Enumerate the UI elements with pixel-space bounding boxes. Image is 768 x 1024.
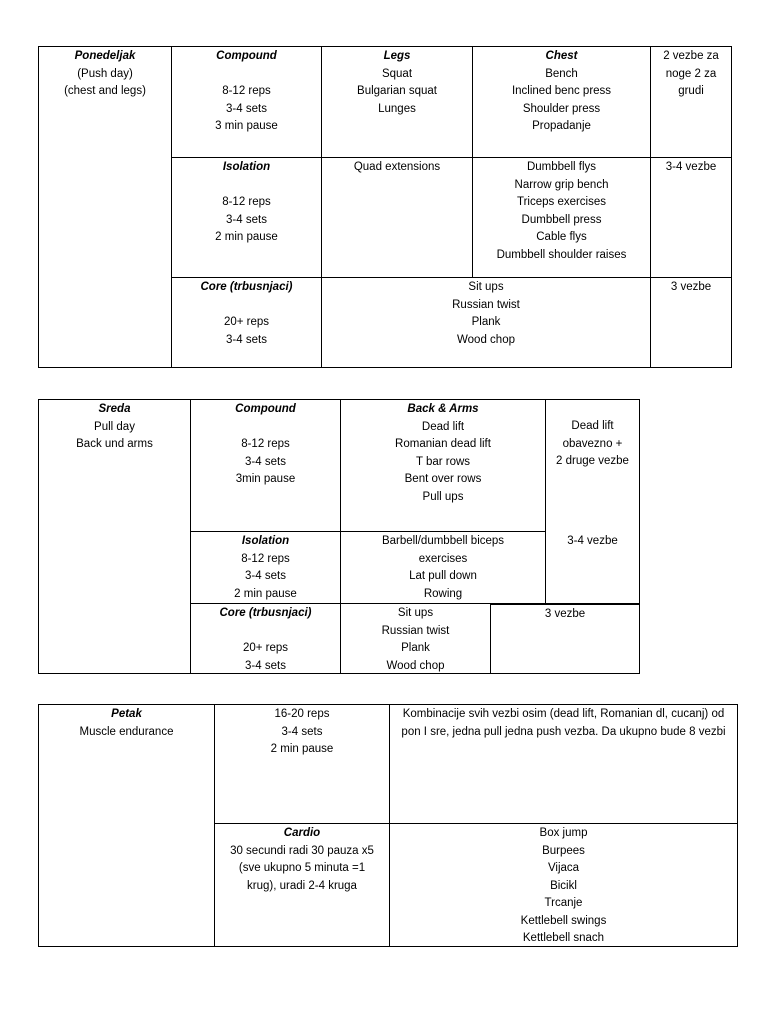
section-title: Cardio <box>283 827 321 839</box>
text-line: (chest and legs) <box>64 85 146 97</box>
description-text: Kombinacije svih vezbi osim (dead lift, Romanian dl, cucanj) od pon I sre, jedna pull jedna push vezba. Da ukupno bude 8 vezbi <box>401 708 726 738</box>
exercise-list <box>325 66 469 119</box>
section-title: Isolation <box>241 535 290 547</box>
text-line: Dead lift <box>421 420 465 433</box>
day-subtitle <box>42 724 211 742</box>
text-line: Bulgarian squat <box>357 85 437 97</box>
text-line: Kettlebell snach <box>522 932 605 944</box>
day-name: Petak <box>111 708 142 720</box>
text-line: Dead lift <box>571 420 614 432</box>
section-params <box>175 297 318 350</box>
text-line: 3-4 sets <box>245 455 286 468</box>
section-title: Compound <box>235 403 296 415</box>
text-line: Rowing <box>423 587 463 600</box>
day-subtitle <box>42 419 187 454</box>
wednesday-day-cell <box>39 400 191 674</box>
text-line <box>194 419 337 437</box>
exercise-list <box>344 533 542 603</box>
text-line: Burpees <box>542 844 585 857</box>
text-line: 8-12 reps <box>222 85 271 97</box>
text-line: Russian twist <box>381 624 450 637</box>
text-line: Lunges <box>378 102 416 115</box>
text-line <box>175 297 318 315</box>
section-params <box>194 419 337 489</box>
friday-day-cell <box>39 705 215 947</box>
monday-isolation-legs <box>322 158 473 278</box>
text-line: Sit ups <box>397 607 434 619</box>
section-title: Legs <box>383 50 411 62</box>
text-line: exercises <box>418 552 468 565</box>
text-line: Russian twist <box>452 298 520 311</box>
text-line: Wood chop <box>386 659 445 672</box>
text-line: 30 secundi radi 30 pauza x5 <box>230 844 374 857</box>
text-line: Pull ups <box>422 490 464 503</box>
text-line: Propadanje <box>532 120 591 132</box>
text-line: Dumbbell shoulder raises <box>496 248 627 261</box>
text-line: obavezno + <box>562 437 623 450</box>
text-line: (sve ukupno 5 minuta =1 <box>238 862 366 874</box>
section-params <box>218 706 386 759</box>
wednesday-isolation-cell <box>191 532 341 604</box>
monday-day-cell <box>39 47 172 368</box>
exercise-list <box>325 159 469 177</box>
text-line: Barbell/dumbbell biceps <box>381 535 505 547</box>
text-line: 20+ reps <box>223 316 270 328</box>
text-line: Plank <box>471 316 501 328</box>
section-params <box>175 177 318 247</box>
text-line: Bent over rows <box>404 473 482 485</box>
text-line: 2 vezbe za <box>663 50 719 62</box>
text-line <box>175 66 318 84</box>
text-line: Kettlebell swings <box>520 914 607 927</box>
text-line: Lat pull down <box>409 570 477 582</box>
monday-isolation-chest <box>473 158 651 278</box>
friday-cardio-exercises <box>390 824 738 947</box>
text-line: 8-12 reps <box>241 552 290 565</box>
text-line: Box jump <box>539 827 588 839</box>
friday-reps-cell <box>215 705 390 824</box>
note-text <box>654 159 728 177</box>
text-line: Sit ups <box>468 281 504 293</box>
day-subtitle <box>42 66 168 101</box>
text-line: 2 min pause <box>270 743 334 755</box>
wednesday-back-arms-cell <box>341 400 546 532</box>
text-line: Trcanje <box>544 897 583 909</box>
section-params <box>175 66 318 136</box>
text-line: Pull day <box>94 420 135 433</box>
monday-core-exercises <box>322 278 651 368</box>
text-line: grudi <box>678 85 704 97</box>
text-line: 2 min pause <box>215 231 278 243</box>
exercise-list <box>344 419 542 507</box>
text-line: 3-4 vezbe <box>567 535 618 547</box>
text-line: 2 min pause <box>234 587 297 600</box>
text-line: Shoulder press <box>522 102 601 115</box>
text-line: krug), uradi 2-4 kruga <box>247 879 357 892</box>
text-line: 3-4 sets <box>281 725 323 738</box>
text-line: 16-20 reps <box>274 708 330 720</box>
section-title: Core (trbusnjaci) <box>200 281 293 293</box>
text-line: 3 vezbe <box>544 608 586 620</box>
text-line: Muscle endurance <box>79 725 174 738</box>
monday-isolation-note <box>651 158 732 278</box>
text-line: 3 vezbe <box>670 281 712 293</box>
note-text <box>549 418 636 471</box>
note-text <box>549 533 636 551</box>
exercise-list <box>476 159 647 264</box>
day-name: Sreda <box>98 403 131 415</box>
friday-description-cell <box>390 705 738 824</box>
note-text <box>494 606 636 624</box>
text-line: 3 min pause <box>215 120 278 132</box>
text-line: Quad extensions <box>353 161 441 173</box>
section-title: Chest <box>545 50 578 62</box>
wednesday-isolation-note <box>546 532 640 604</box>
friday-cardio-cell <box>215 824 390 947</box>
text-line: noge 2 za <box>665 67 717 80</box>
text-line: 20+ reps <box>242 642 289 654</box>
monday-table <box>38 46 732 368</box>
text-line: 3-4 vezbe <box>665 161 717 173</box>
text-line: Dumbbell flys <box>526 161 597 173</box>
section-params <box>218 843 386 896</box>
wednesday-core-cell <box>191 604 341 674</box>
section-title: Back & Arms <box>407 403 479 415</box>
note-text <box>654 48 728 101</box>
text-line: 2 druge vezbe <box>556 455 629 467</box>
note-text <box>654 279 728 297</box>
text-line: Cable flys <box>536 231 587 243</box>
text-line: 8-12 reps <box>241 438 290 450</box>
section-title: Compound <box>216 50 277 62</box>
text-line: T bar rows <box>415 455 471 468</box>
monday-isolation-cell <box>172 158 322 278</box>
text-line: Vijaca <box>547 862 580 874</box>
text-line: Squat <box>381 67 413 80</box>
text-line: 3-4 sets <box>226 333 267 346</box>
section-title: Core (trbusnjaci) <box>219 607 312 619</box>
text-line: (Push day) <box>77 67 133 80</box>
monday-compound-cell <box>172 47 322 158</box>
monday-core-note <box>651 278 732 368</box>
text-line: Dumbbell press <box>521 213 602 226</box>
section-title: Isolation <box>222 161 271 173</box>
text-line: Narrow grip bench <box>514 178 609 191</box>
text-line <box>194 623 337 641</box>
friday-table <box>38 704 738 947</box>
exercise-list <box>325 279 647 349</box>
text-line: 3-4 sets <box>226 102 267 115</box>
text-line: 3-4 sets <box>245 570 286 582</box>
wednesday-compound-cell <box>191 400 341 532</box>
text-line <box>175 177 318 195</box>
section-params <box>194 623 337 675</box>
wednesday-core-exercises <box>341 604 491 674</box>
exercise-list <box>344 605 487 674</box>
text-line: Bench <box>545 67 578 80</box>
text-line: Plank <box>401 642 430 654</box>
monday-legs-cell <box>322 47 473 158</box>
wednesday-table <box>38 399 640 674</box>
text-line: Triceps exercises <box>516 196 607 208</box>
text-line: Inclined benc press <box>511 85 612 97</box>
monday-compound-note <box>651 47 732 158</box>
section-params <box>194 551 337 604</box>
exercise-list <box>393 825 734 947</box>
wednesday-isolation-exercises <box>341 532 546 604</box>
exercise-list <box>476 66 647 136</box>
text-line: Wood chop <box>457 333 515 346</box>
monday-core-cell <box>172 278 322 368</box>
text-line: Romanian dead lift <box>395 438 491 450</box>
monday-chest-cell <box>473 47 651 158</box>
text-line: 8-12 reps <box>222 196 271 208</box>
text-line: 3-4 sets <box>226 213 267 226</box>
text-line: 3-4 sets <box>245 659 286 672</box>
text-line: Back und arms <box>76 438 153 450</box>
text-line: 3min pause <box>235 473 296 485</box>
day-name: Ponedeljak <box>74 50 136 62</box>
wednesday-core-note <box>491 604 640 674</box>
text-line: Bicikl <box>550 879 577 892</box>
